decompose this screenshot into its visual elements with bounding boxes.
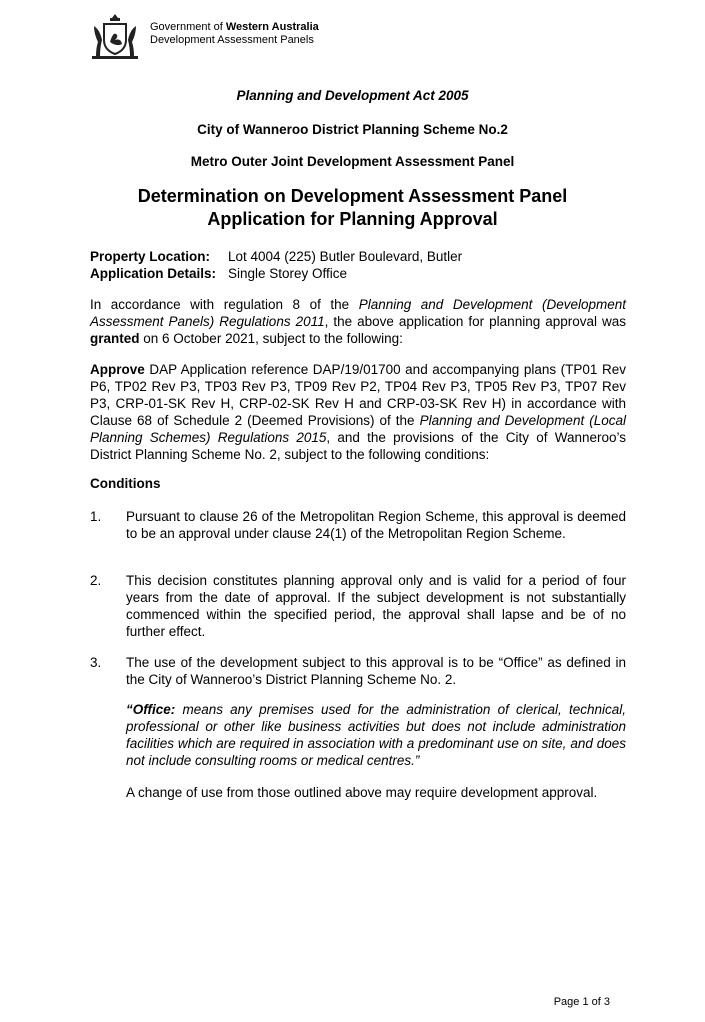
change-of-use-note: A change of use from those outlined above may require development approval. bbox=[126, 785, 598, 800]
approve-paragraph bbox=[90, 361, 626, 463]
property-details bbox=[90, 248, 626, 282]
office-definition bbox=[126, 701, 626, 769]
property-location-label: Property Location: bbox=[90, 249, 211, 264]
application-details-label: Application Details: bbox=[90, 266, 217, 281]
condition-number: 2. bbox=[90, 573, 102, 588]
conditions-heading: Conditions bbox=[90, 476, 161, 491]
accordance-text-1: In accordance with regulation 8 of the bbox=[90, 297, 359, 312]
office-term: “Office: bbox=[126, 702, 176, 717]
office-definition-text: means any premises used for the administration of clerical, technical, professional or other like business activities but does not include administration facilities which are required in association with a predominant use on site, and does not include consulting rooms or medical centres.” bbox=[126, 702, 626, 768]
condition-text: Pursuant to clause 26 of the Metropolitan Region Scheme, this approval is deemed to be an approval under clause 24(1) of the Metropolitan Region Scheme. bbox=[126, 509, 626, 541]
condition-number: 1. bbox=[90, 509, 102, 524]
approve-label: Approve bbox=[90, 362, 145, 377]
approve-text-1: DAP Application reference DAP/19/01700 and accompanying plans (TP01 Rev P6, TP02 Rev P3, TP03 Rev P3, TP09 Rev P2, TP04 Rev P3, TP05 Rev P3, TP07 Rev P3, CRP-01-SK Rev H, CRP-02-SK Rev H and CRP-03-SK Rev H) in accordance with Clause 68 of Schedule 2 (Deemed Provisions) of the bbox=[90, 362, 626, 428]
panel-title: Metro Outer Joint Development Assessment Panel bbox=[190, 154, 515, 169]
accordance-regulation: Planning and Development (Development Assessment Panels) Regulations 2011 bbox=[90, 297, 626, 329]
condition-number: 3. bbox=[90, 655, 102, 670]
condition-item bbox=[90, 572, 626, 640]
accordance-granted: granted bbox=[90, 331, 140, 346]
application-details-value: Single Storey Office bbox=[228, 266, 348, 281]
condition-item bbox=[90, 654, 626, 688]
approve-regulation: Planning and Development (Local Planning Schemes) Regulations 2015 bbox=[90, 413, 626, 445]
property-location-value: Lot 4004 (225) Butler Boulevard, Butler bbox=[228, 249, 463, 264]
act-title: Planning and Development Act 2005 bbox=[236, 88, 469, 103]
condition-item bbox=[90, 508, 626, 542]
accordance-text-3: on 6 October 2021, subject to the following: bbox=[139, 331, 403, 346]
header-dap: Development Assessment Panels bbox=[150, 34, 314, 46]
document-title bbox=[0, 185, 705, 231]
approve-text-2: , and the provisions of the City of Wanneroo’s District Planning Scheme No. 2, subject to the following conditions: bbox=[90, 430, 626, 462]
scheme-title: City of Wanneroo District Planning Scheme No.2 bbox=[197, 122, 508, 137]
condition-text: This decision constitutes planning approval only and is valid for a period of four years from the date of approval. If the subject development is not substantially commenced within the specified period, the approval shall lapse and be of no further effect. bbox=[126, 573, 626, 639]
title-line-1: Determination on Development Assessment Panel bbox=[137, 186, 568, 206]
accordance-paragraph bbox=[90, 296, 626, 347]
accordance-text-2: , the above application for planning approval was bbox=[324, 314, 626, 329]
title-line-2: Application for Planning Approval bbox=[207, 209, 498, 229]
wa-crest-icon bbox=[88, 12, 142, 62]
header bbox=[88, 12, 319, 62]
condition-text: The use of the development subject to this approval is to be “Office” as defined in the City of Wanneroo’s District Planning Scheme No. 2. bbox=[126, 655, 626, 687]
header-gov-prefix: Government of bbox=[150, 21, 226, 33]
header-gov-state: Western Australia bbox=[225, 21, 319, 33]
page-number: Page 1 of 3 bbox=[553, 996, 610, 1008]
